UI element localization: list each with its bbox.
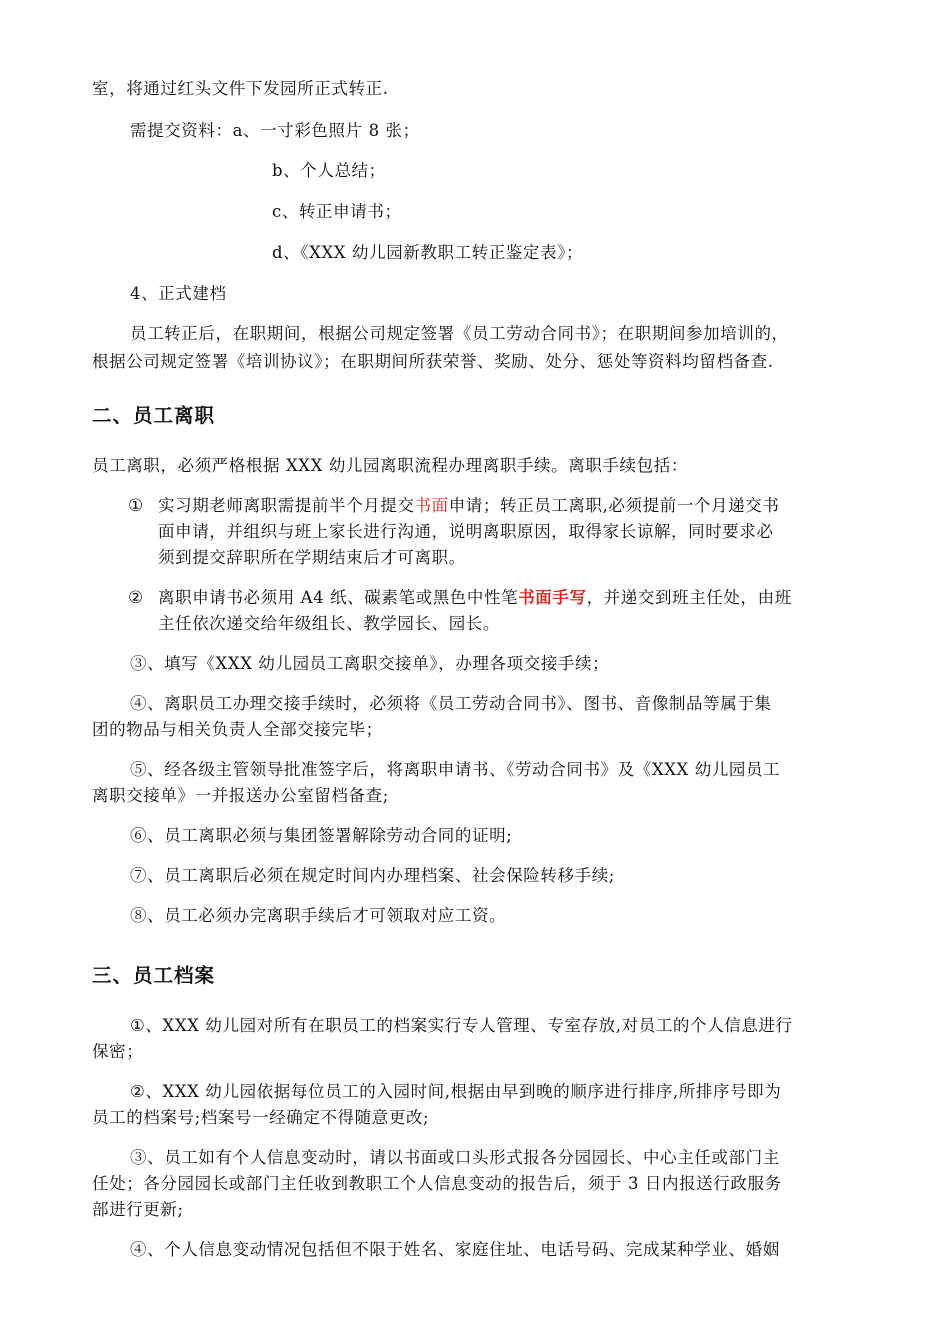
list-marker: ② (128, 588, 144, 608)
material-item: c、转正申请书； (272, 202, 402, 221)
materials-label: 需提交资料：a、一寸彩色照片 8 张； (130, 121, 420, 140)
section-intro: 员工离职，必须严格根据 XXX 幼儿园离职流程办理离职手续。离职手续包括： (92, 456, 688, 475)
list-item: ②、XXX 幼儿园依据每位员工的入园时间,根据由早到晚的顺序进行排序,所排序号即为 (130, 1082, 782, 1101)
paragraph-line: 员工转正后，在职期间，根据公司规定签署《员工劳动合同书》；在职期间参加培训的， (130, 324, 789, 343)
list-marker: ① (128, 496, 144, 516)
list-item: ③、员工如有个人信息变动时，请以书面或口头形式报各分园园长、中心主任或部门主 (130, 1148, 780, 1167)
highlight-text: 书面手写 (518, 588, 587, 607)
list-item-cont: 离职交接单》一并报送办公室留档备查; (92, 786, 389, 805)
list-item-line: 面申请，并组织与班上家长进行沟通，说明离职原因，取得家长谅解，同时要求必 (158, 522, 774, 541)
list-item: ⑧、员工必须办完离职手续后才可领取对应工资。 (130, 906, 507, 925)
text-span: 离职申请书必须用 A4 纸、碳素笔或黑色中性笔 (158, 588, 519, 607)
text-span: 实习期老师离职需提前半个月提交 (158, 496, 415, 515)
material-item: b、个人总结； (272, 161, 386, 180)
paragraph-continuation: 室，将通过红头文件下发园所正式转正. (92, 79, 389, 98)
list-item-cont: 部进行更新; (92, 1200, 184, 1219)
list-item-line (158, 587, 792, 609)
list-item: ③、填写《XXX 幼儿园员工离职交接单》，办理各项交接手续； (130, 654, 610, 673)
list-item: ④、离职员工办理交接手续时，必须将《员工劳动合同书》、图书、音像制品等属于集 (130, 694, 772, 713)
list-item: ⑥、员工离职必须与集团签署解除劳动合同的证明; (130, 826, 513, 845)
paragraph-line: 根据公司规定签署《培训协议》；在职期间所获荣誉、奖励、处分、惩处等资料均留档备查. (92, 352, 774, 371)
list-item: ⑤、经各级主管领导批准签字后，将离职申请书、《劳动合同书》及《XXX 幼儿园员工 (130, 760, 781, 779)
section-heading: 二、员工离职 (92, 404, 216, 427)
list-item-cont: 团的物品与相关负责人全部交接完毕； (92, 720, 383, 739)
list-item-cont: 保密； (92, 1042, 144, 1061)
list-item: ①、XXX 幼儿园对所有在职员工的档案实行专人管理、专室存放,对员工的个人信息进行 (130, 1016, 793, 1035)
list-item: ④、个人信息变动情况包括但不限于姓名、家庭住址、电话号码、完成某种学业、婚姻 (130, 1240, 780, 1259)
list-item-cont: 员工的档案号;档案号一经确定不得随意更改; (92, 1108, 430, 1127)
list-item-line: 须到提交辞职所在学期结束后才可离职。 (158, 548, 466, 567)
section-heading: 三、员工档案 (92, 964, 216, 987)
list-item-cont: 任处；各分园园长或部门主任收到教职工个人信息变动的报告后，须于 3 日内报送行政服务 (92, 1174, 782, 1193)
list-item-line (158, 495, 779, 517)
step-title: 4、正式建档 (130, 284, 227, 303)
highlight-text: 书面 (414, 496, 449, 515)
list-item-line: 主任依次递交给年级组长、教学园长、园长。 (158, 614, 500, 633)
list-item: ⑦、员工离职后必须在规定时间内办理档案、社会保险转移手续; (130, 866, 615, 885)
text-span: 申请；转正员工离职,必须提前一个月递交书 (448, 496, 780, 515)
material-item: d、《XXX 幼儿园新教职工转正鉴定表》； (272, 243, 584, 262)
text-span: ，并递交到班主任处，由班 (586, 588, 792, 607)
